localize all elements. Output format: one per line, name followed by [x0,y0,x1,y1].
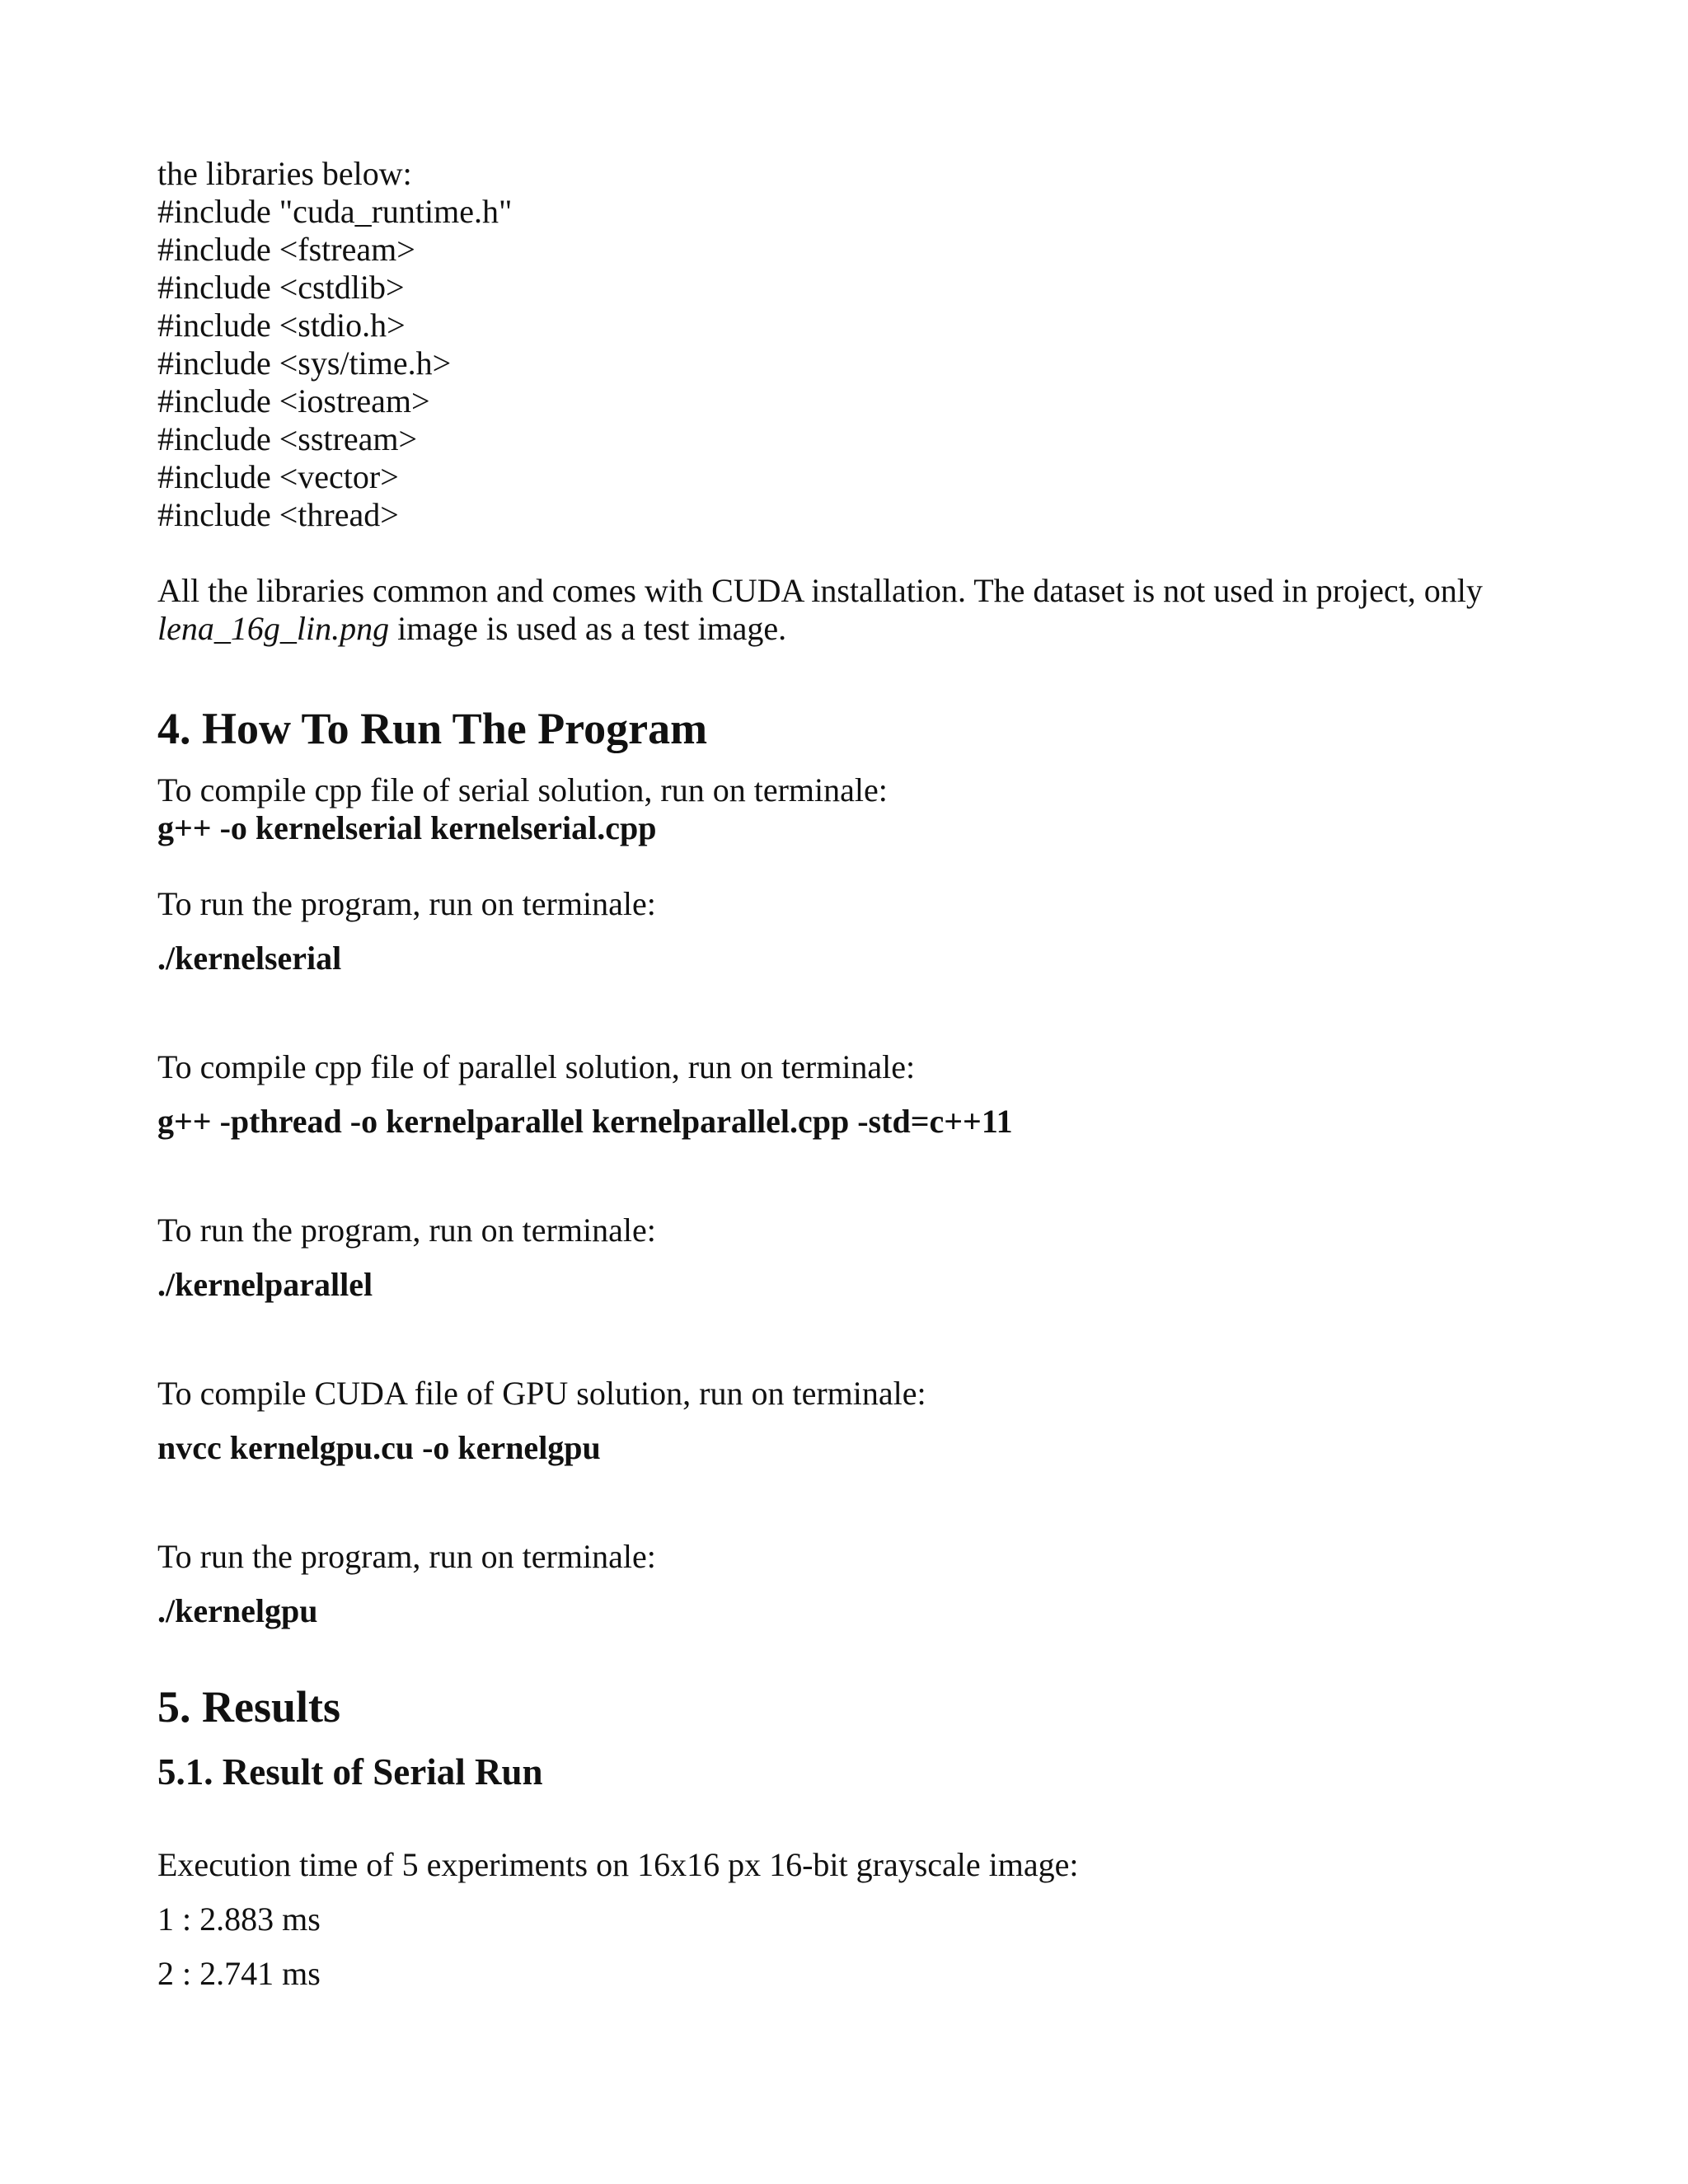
gpu-compile-text: To compile CUDA file of GPU solution, run on terminale: [157,1375,926,1412]
include-line: #include <vector> [157,458,399,495]
parallel-run-command: ./kernelparallel [157,1266,373,1303]
include-line: #include "cuda_runtime.h" [157,193,513,230]
parallel-compile-text: To compile cpp file of parallel solution, run on terminale: [157,1048,916,1085]
serial-run-text: To run the program, run on terminale: [157,885,656,922]
libraries-note-line2 [157,610,786,648]
section5-heading: 5. Results [157,1682,341,1732]
include-line: #include <stdio.h> [157,307,406,344]
libraries-note-line1: All the libraries common and comes with CUDA installation. The dataset is not used in project, only [157,572,1483,609]
section4-heading: 4. How To Run The Program [157,704,708,753]
result-line: 2 : 2.741 ms [157,1955,321,1992]
libraries-note-rest: image is used as a test image. [389,610,787,647]
include-line: #include <cstdlib> [157,269,405,306]
include-line: #include <fstream> [157,231,415,268]
intro-line: the libraries below: [157,155,412,192]
serial-compile-text: To compile cpp file of serial solution, run on terminale: [157,771,888,808]
parallel-compile-command: g++ -pthread -o kernelparallel kernelparallel.cpp -std=c++11 [157,1103,1013,1140]
execution-time-text: Execution time of 5 experiments on 16x16 px 16-bit grayscale image: [157,1846,1079,1883]
gpu-run-text: To run the program, run on terminale: [157,1538,656,1575]
filename-italic: lena_16g_lin.png [157,610,390,647]
include-line: #include <sys/time.h> [157,344,452,382]
include-line: #include <sstream> [157,420,418,457]
include-line: #include <iostream> [157,382,430,419]
include-line: #include <thread> [157,496,399,533]
gpu-run-command: ./kernelgpu [157,1592,318,1629]
result-line: 1 : 2.883 ms [157,1900,321,1938]
serial-compile-command: g++ -o kernelserial kernelserial.cpp [157,809,657,846]
parallel-run-text: To run the program, run on terminale: [157,1212,656,1249]
serial-run-command: ./kernelserial [157,940,342,977]
section5-1-subheading: 5.1. Result of Serial Run [157,1751,543,1793]
gpu-compile-command: nvcc kernelgpu.cu -o kernelgpu [157,1429,601,1466]
